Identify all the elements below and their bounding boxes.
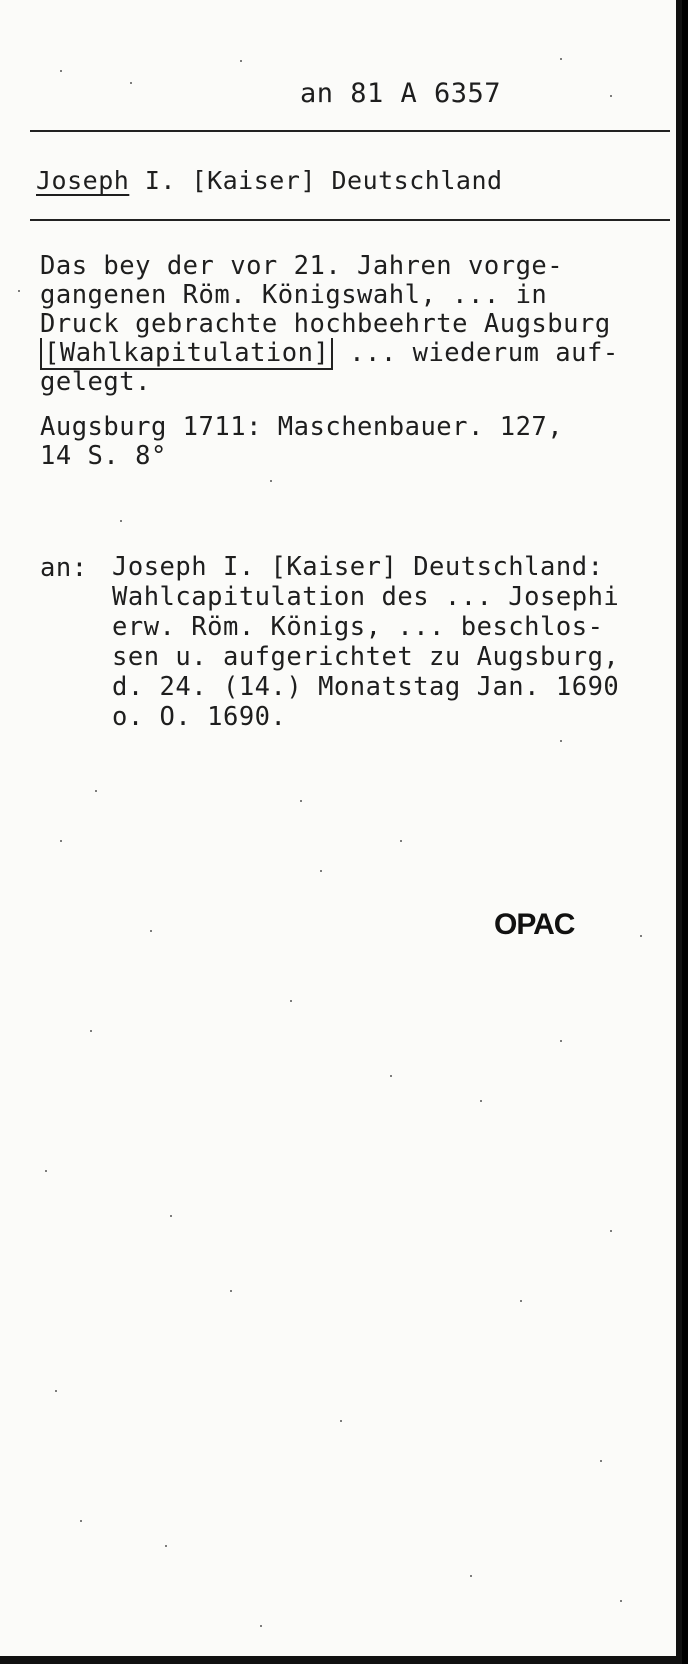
collation: 14 S. 8°: [40, 441, 167, 471]
heading-rule: [30, 219, 670, 221]
title-line-4-rest: ... wiederum auf-: [333, 338, 619, 368]
main-heading: [36, 166, 503, 195]
title-line-1: Das bey der vor 21. Jahren vorge-: [40, 251, 564, 281]
opac-stamp: OPAC: [494, 908, 575, 941]
added-entry-line-1: Joseph I. [Kaiser] Deutschland:: [112, 552, 604, 582]
added-entry-line-4: sen u. aufgerichtet zu Augsburg,: [112, 642, 620, 672]
top-rule: [30, 130, 670, 132]
title-line-2: gangenen Röm. Königswahl, ... in: [40, 280, 548, 310]
boxed-term: [Wahlkapitulation]: [40, 338, 333, 370]
heading-rest: I. [Kaiser] Deutschland: [129, 166, 503, 195]
added-entry-label: an:: [40, 553, 88, 583]
added-entry-line-6: o. O. 1690.: [112, 702, 287, 732]
title-line-4: [40, 339, 619, 368]
shelfmark: an 81 A 6357: [300, 78, 502, 109]
imprint: Augsburg 1711: Maschenbauer. 127,: [40, 412, 564, 442]
added-entry-line-2: Wahlcapitulation des ... Josephi: [112, 582, 620, 612]
title-line-3: Druck gebrachte hochbeehrte Augsburg: [40, 309, 611, 339]
added-entry-line-3: erw. Röm. Königs, ... beschlos-: [112, 612, 604, 642]
added-entry-line-5: d. 24. (14.) Monatstag Jan. 1690: [112, 672, 620, 702]
heading-name: Joseph: [36, 166, 130, 195]
title-line-5: gelegt.: [40, 367, 151, 397]
